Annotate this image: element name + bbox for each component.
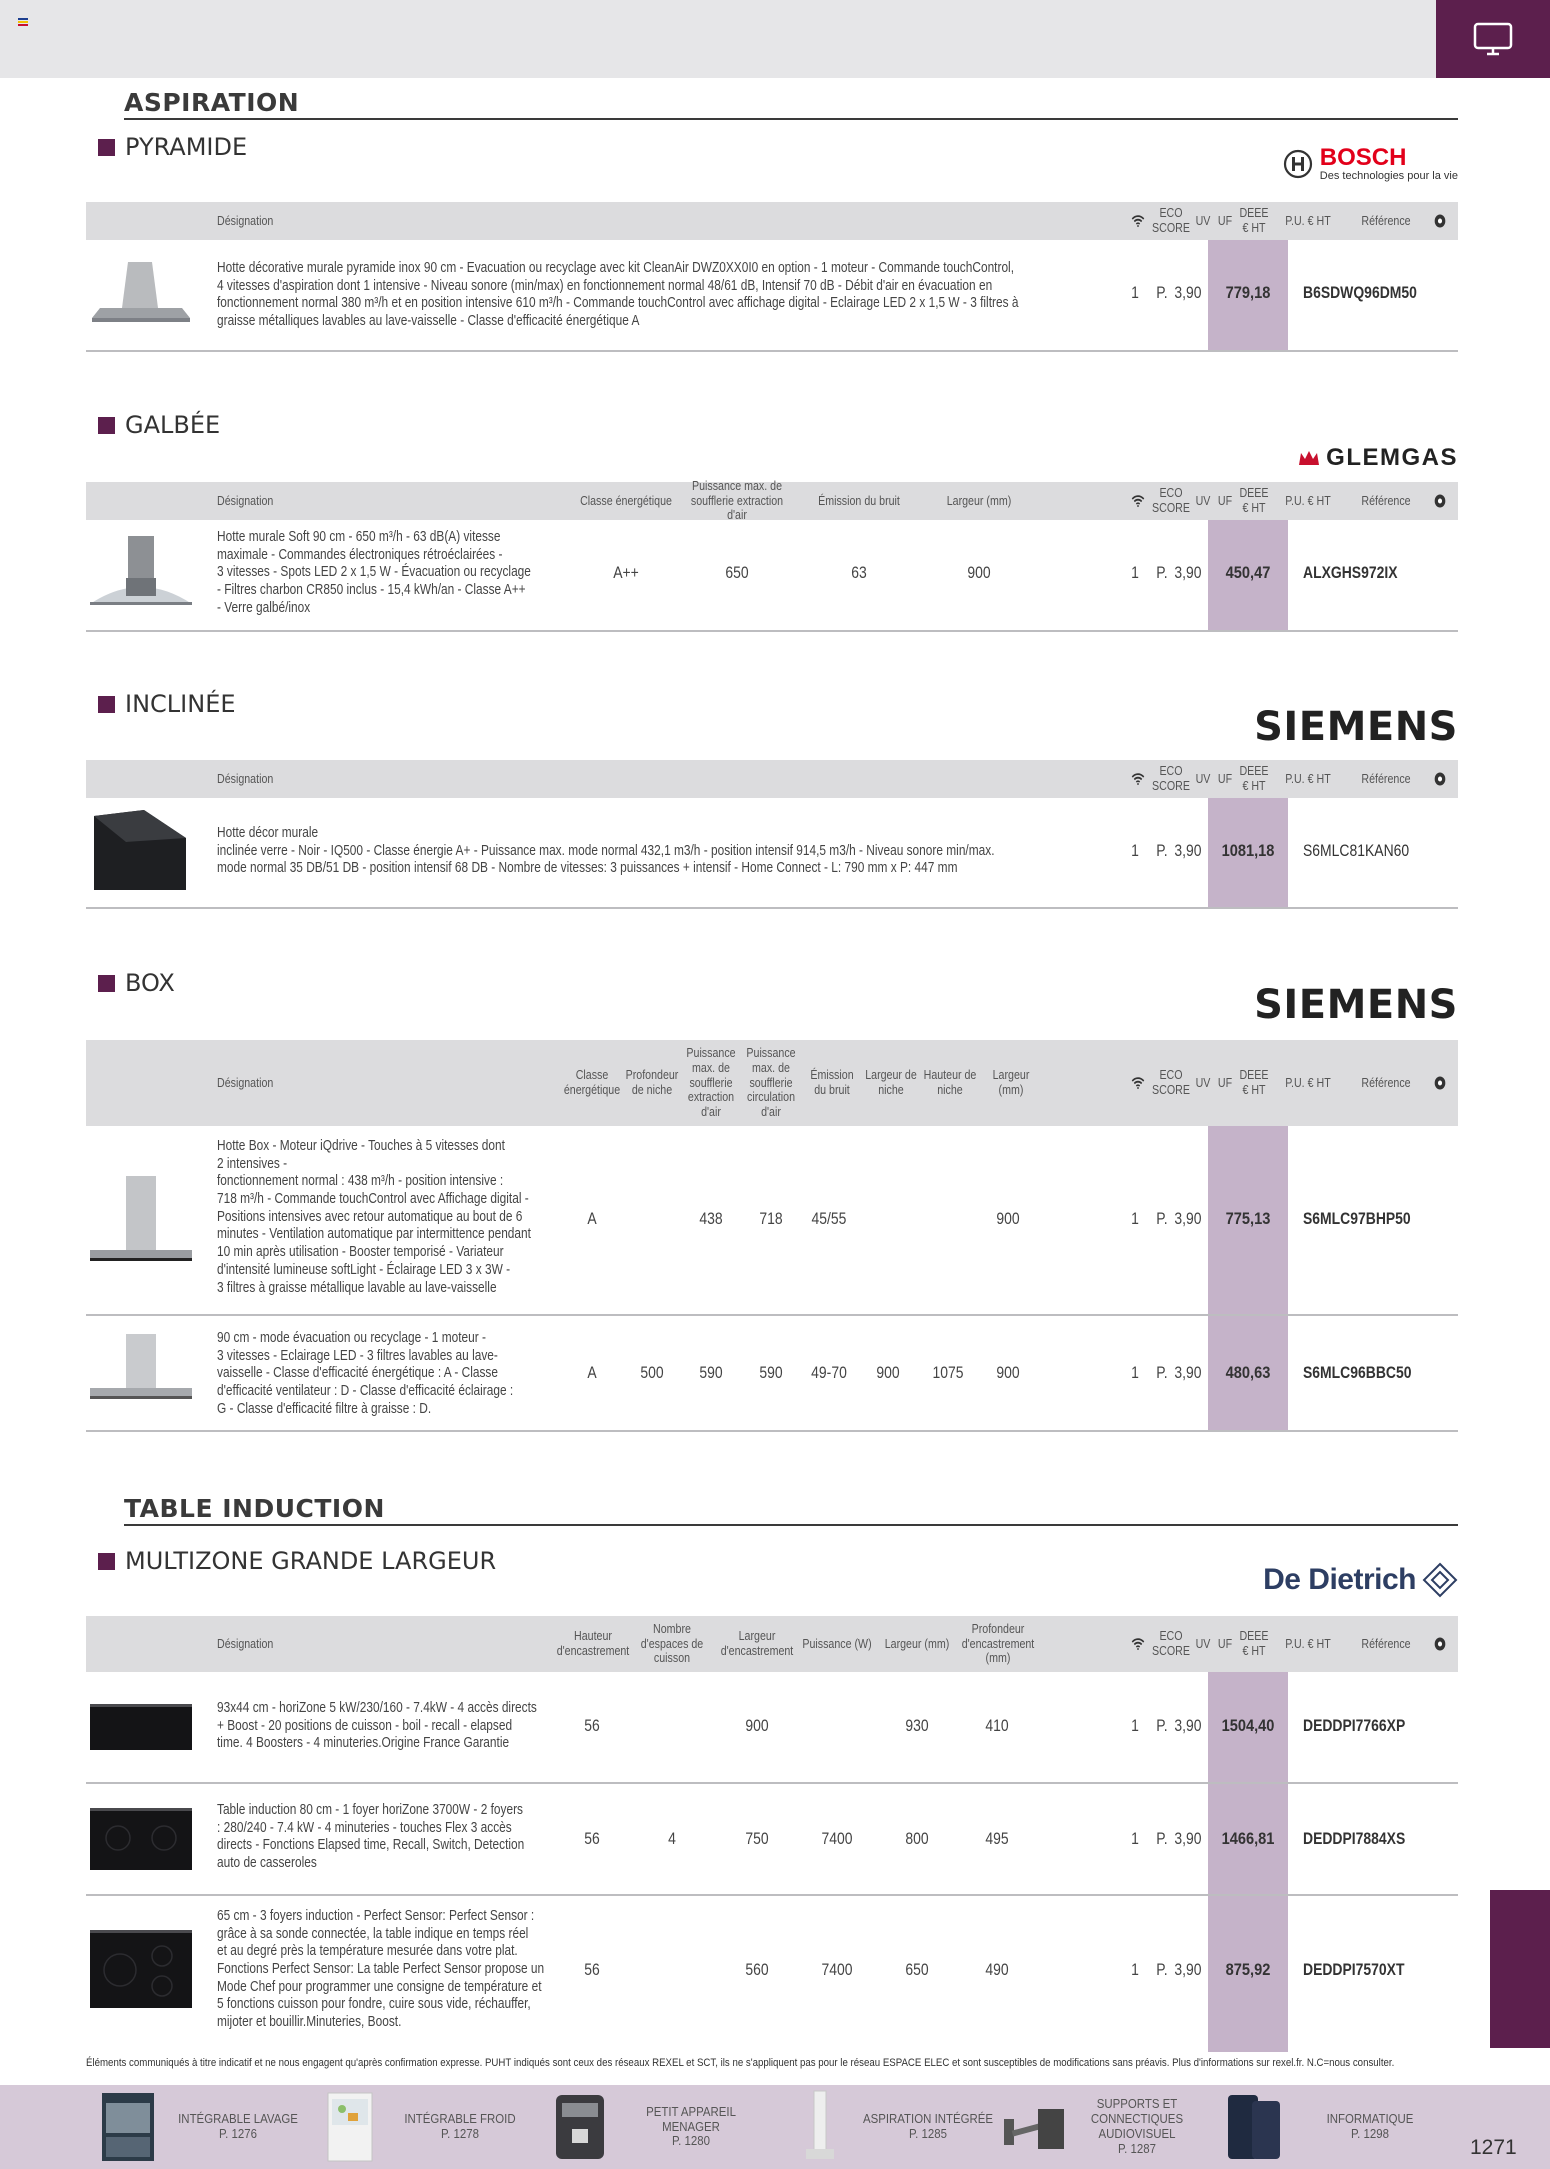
bosch-logo-icon	[1282, 148, 1314, 180]
product-description: 65 cm - 3 foyers induction - Perfect Sensor: Perfect Sensor : grâce à sa sonde connectée, la table indique en temps réel et au degré près la température mesurée dans votre plat. Fonctions Perfect Sensor: La table Perfect Sensor propose un Mode Chef pour programmer une consigne de température et 5 fonctions cuisson pour fondre, cuire sous vide, réchauffer, mijoter et bouillir.Minuteries, Boost.	[217, 1908, 545, 2031]
subsection-box	[98, 969, 175, 997]
subsection-title: PYRAMIDE	[125, 133, 248, 161]
header-pu: P.U. € HT	[1285, 212, 1331, 228]
cell-deee: 3,90	[1174, 563, 1202, 582]
laptop-phone-icon	[1222, 2089, 1286, 2165]
wifi-icon	[1128, 1040, 1148, 1126]
cell-emission: 45/55	[811, 1209, 847, 1228]
subsection-title: INCLINÉE	[125, 690, 236, 718]
cell-puissance-ext: 590	[699, 1363, 723, 1382]
cell-puissance: 7400	[821, 1960, 853, 1979]
fridge-icon	[318, 2089, 382, 2165]
side-tab[interactable]	[1490, 1890, 1550, 2048]
wall-mount-icon	[998, 2089, 1074, 2165]
product-thumbnail	[86, 1700, 196, 1756]
header-uf: UF	[1217, 1074, 1233, 1090]
cell-reference[interactable]: DEDDPI7570XT	[1303, 1960, 1405, 1979]
table-row[interactable]	[86, 240, 1458, 352]
table-row[interactable]	[86, 1316, 1458, 1432]
header-puissance: Puissance (W)	[802, 1635, 872, 1651]
cell-uf: P.	[1156, 1829, 1168, 1848]
cell-reference[interactable]: B6SDWQ96DM50	[1303, 283, 1417, 302]
product-description: Hotte décorative murale pyramide inox 90 cm - Evacuation ou recyclage avec kit CleanAir DWZ0XX0I0 en option - 1 moteur - Commande touchControl, 4 vitesses d'aspiration dont 1 intensive - Niveau sonore (min/max) en fonctionnement normal 48/61 dB, Intensif 70 dB - Débit d'air en évacuation en fonctionnement normal 380 m³/h et en position intensive 610 m³/h - Commande touchControl avec affichage digital - Eclairage LED 2 x 1,5 W - 3 filtres à graisse métalliques lavables au lave-vaisselle - Classe d'efficacité énergétique A	[217, 260, 1019, 330]
product-description: Hotte murale Soft 90 cm - 650 m³/h - 63 dB(A) vitesse maximale - Commandes électroniques rétroéclairées - 3 vitesses - Spots LED 2 x 1,5 W - Évacuation ou recyclage - Filtres charbon CR850 inclus - 15,4 kWh/an - Classe A++ - Verre galbé/inox	[217, 529, 531, 616]
cell-hauteur-niche: 1075	[932, 1363, 964, 1382]
cell-uv: 1	[1131, 1829, 1139, 1848]
page-number: 1271	[1470, 2136, 1517, 2159]
cell-uf: P.	[1156, 1960, 1168, 1979]
header-designation: Désignation	[217, 1635, 274, 1651]
cell-price: 875,92	[1225, 1960, 1271, 1979]
flag-icon	[18, 18, 28, 26]
table-header	[86, 477, 1458, 523]
eco-icon	[1430, 1616, 1450, 1672]
header-classe: Classe énergétique	[563, 1067, 621, 1097]
cell-largeur: 800	[905, 1829, 929, 1848]
brand-name: SIEMENS	[1254, 704, 1458, 750]
cell-reference[interactable]: DEDDPI7884XS	[1303, 1829, 1406, 1848]
header-largeur: Largeur (mm)	[884, 1635, 950, 1651]
cell-classe: A++	[613, 563, 639, 582]
product-thumbnail	[86, 1804, 196, 1876]
brand-dedietrich	[1263, 1562, 1458, 1598]
cell-puissance-circ: 590	[759, 1363, 783, 1382]
cell-deee: 3,90	[1174, 1829, 1202, 1848]
eco-icon	[1430, 1040, 1450, 1126]
header-reference: Référence	[1361, 770, 1411, 786]
cell-reference[interactable]: S6MLC97BHP50	[1303, 1209, 1411, 1228]
dedietrich-logo-icon	[1422, 1562, 1458, 1598]
header-largeur-niche: Largeur de niche	[865, 1067, 917, 1097]
cell-uf: P.	[1156, 1716, 1168, 1735]
header-eco-score: ECO SCORE	[1152, 1067, 1190, 1097]
cell-reference[interactable]: S6MLC81KAN60	[1303, 841, 1410, 860]
subsection-title: MULTIZONE GRANDE LARGEUR	[125, 1547, 497, 1575]
subsection-title: BOX	[125, 969, 175, 997]
table-row[interactable]	[86, 520, 1458, 632]
header-designation: Désignation	[217, 1074, 274, 1090]
cell-deee: 3,90	[1174, 283, 1202, 302]
product-thumbnail	[86, 1926, 196, 2014]
cell-classe: A	[587, 1363, 597, 1382]
product-description: 90 cm - mode évacuation ou recyclage - 1 moteur - 3 vitesses - Eclairage LED - 3 filtres lavables au lave- vaisselle - Classe d'efficacité énergétique : A - Classe d'efficacité ventilateur : D - Classe d'efficacité éclairage : G - Classe d'efficacité filtre à graisse : D.	[217, 1330, 514, 1417]
header-pu: P.U. € HT	[1285, 492, 1331, 508]
brand-siemens	[1254, 982, 1458, 1028]
header-deee: DEEE € HT	[1239, 485, 1269, 515]
cell-reference[interactable]: ALXGHS972IX	[1303, 563, 1398, 582]
header-uf: UF	[1217, 212, 1233, 228]
product-thumbnail	[86, 260, 196, 332]
cell-reference[interactable]: DEDDPI7766XP	[1303, 1716, 1406, 1735]
header-profondeur: Profondeur d'encastrement (mm)	[961, 1620, 1035, 1666]
header-hauteur-niche: Hauteur de niche	[923, 1067, 977, 1097]
header-largeur: Largeur (mm)	[946, 492, 1012, 508]
cell-deee: 3,90	[1174, 1363, 1202, 1382]
subsection-galbee	[98, 411, 220, 439]
footer-link-aspiration-integree[interactable]: ASPIRATION INTÉGRÉE P. 1285	[788, 2085, 1018, 2169]
subsection-pyramide	[98, 133, 247, 161]
hood-icon	[788, 2089, 852, 2165]
cell-uv: 1	[1131, 1209, 1139, 1228]
header-deee: DEEE € HT	[1239, 763, 1269, 793]
cell-uf: P.	[1156, 563, 1168, 582]
cell-deee: 3,90	[1174, 841, 1202, 860]
product-description: Hotte Box - Moteur iQdrive - Touches à 5 vitesses dont 2 intensives - fonctionnement normal : 438 m³/h - position intensive : 718 m³/h - Commande touchControl avec Affichage digital - Positions intensives avec retour automatique au bout de 6 minutes - Ventilation automatique par intermittence pendant 10 min après utilisation - Booster temporisé - Variateur d'intensité lumineuse softLight - Éclairage LED 3 x 3W - 3 filtres à graisse métallique lavable au lave-vaisselle	[217, 1138, 531, 1296]
product-thumbnail	[86, 808, 196, 898]
table-header	[86, 760, 1458, 798]
brand-name: De Dietrich	[1263, 1563, 1416, 1596]
cell-price: 1504,40	[1221, 1716, 1275, 1735]
header-eco-score: ECO SCORE	[1152, 763, 1190, 793]
cell-price: 1466,81	[1221, 1829, 1275, 1848]
wifi-icon	[1128, 482, 1148, 520]
cell-nombre: 4	[668, 1829, 676, 1848]
header-largeur-enc: Largeur d'encastrement	[720, 1628, 794, 1658]
cell-price: 450,47	[1225, 563, 1271, 582]
brand-glemgas	[1298, 444, 1458, 472]
bullet-square	[98, 1553, 115, 1570]
header-reference: Référence	[1361, 1635, 1411, 1651]
cell-largeur-niche: 900	[876, 1363, 900, 1382]
cell-price: 480,63	[1225, 1363, 1271, 1382]
cell-profondeur: 500	[640, 1363, 664, 1382]
header-uv: UV	[1195, 492, 1211, 508]
product-description: Hotte décor murale inclinée verre - Noir - IQ500 - Classe énergie A+ - Puissance max. mode normal 432,1 m3/h - position intensif 914,5 m3/h - Niveau sonore min/max. mode normal 35 DB/51 DB - position intensif 68 DB - Nombre de vitesses: 3 puissances + intensif - Home Connect - L: 790 mm x P: 447 mm	[217, 825, 995, 877]
footer-link-informatique[interactable]: INFORMATIQUE P. 1298	[1222, 2085, 1462, 2169]
coffee-machine-icon	[548, 2089, 612, 2165]
subsection-multizone	[98, 1547, 496, 1575]
footer-link-integrable-froid[interactable]: INTÉGRABLE FROID P. 1278	[318, 2085, 548, 2169]
subsection-title: GALBÉE	[125, 411, 221, 439]
cell-profondeur: 495	[985, 1829, 1009, 1848]
cell-uf: P.	[1156, 1209, 1168, 1228]
header-emission: Émission du bruit	[810, 1067, 854, 1097]
bullet-square	[98, 975, 115, 992]
wifi-icon	[1128, 202, 1148, 240]
cell-largeur: 930	[905, 1716, 929, 1735]
cell-deee: 3,90	[1174, 1716, 1202, 1735]
header-uv: UV	[1195, 770, 1211, 786]
cell-uv: 1	[1131, 1716, 1139, 1735]
footer-link-supports-connectiques[interactable]: SUPPORTS ET CONNECTIQUES AUDIOVISUEL P. 1287	[998, 2085, 1228, 2169]
subsection-inclinee	[98, 690, 236, 718]
header-emission: Émission du bruit	[818, 492, 900, 508]
bullet-square	[98, 139, 115, 156]
divider	[124, 118, 1458, 120]
brand-name: SIEMENS	[1254, 982, 1458, 1028]
cell-hauteur: 56	[584, 1829, 600, 1848]
brand-bosch	[1282, 146, 1458, 182]
eco-icon	[1430, 202, 1450, 240]
crown-icon	[1298, 449, 1320, 467]
header-classe: Classe énergétique	[580, 492, 672, 508]
header-puissance-ext: Puissance max. de soufflerie extraction d'air	[686, 1044, 736, 1120]
wifi-icon	[1128, 1616, 1148, 1672]
table-header	[86, 1616, 1458, 1672]
cell-uf: P.	[1156, 841, 1168, 860]
cell-largeur: 900	[967, 563, 991, 582]
cell-uv: 1	[1131, 841, 1139, 860]
cell-hauteur: 56	[584, 1716, 600, 1735]
cell-largeur-enc: 560	[745, 1960, 769, 1979]
cell-price: 779,18	[1225, 283, 1271, 302]
cell-price: 1081,18	[1221, 841, 1275, 860]
brand-name: GLEMGAS	[1326, 444, 1458, 471]
header-deee: DEEE € HT	[1239, 205, 1269, 235]
footer-link-integrable-lavage[interactable]: INTÉGRABLE LAVAGE P. 1276	[96, 2085, 326, 2169]
footer-navigation	[0, 2085, 1550, 2169]
cell-uv: 1	[1131, 283, 1139, 302]
cell-emission: 49-70	[811, 1363, 847, 1382]
header-pu: P.U. € HT	[1285, 770, 1331, 786]
header-uv: UV	[1195, 1074, 1211, 1090]
cell-puissance-ext: 438	[699, 1209, 723, 1228]
header-eco-score: ECO SCORE	[1152, 485, 1190, 515]
cell-largeur: 900	[996, 1209, 1020, 1228]
cell-reference[interactable]: S6MLC96BBC50	[1303, 1363, 1412, 1382]
product-description: 93x44 cm - horiZone 5 kW/230/160 - 7.4kW - 4 accès directs + Boost - 20 positions de cuisson - boil - recall - elapsed time. 4 Boosters - 4 minuteries.Origine France Garantie	[217, 1700, 537, 1752]
cell-largeur: 900	[996, 1363, 1020, 1382]
table-row[interactable]	[86, 1896, 1458, 2052]
header-pu: P.U. € HT	[1285, 1635, 1331, 1651]
header-uv: UV	[1195, 212, 1211, 228]
cell-puissance: 650	[725, 563, 749, 582]
cell-deee: 3,90	[1174, 1209, 1202, 1228]
header-largeur: Largeur (mm)	[992, 1067, 1030, 1097]
product-thumbnail	[86, 1174, 196, 1270]
cell-largeur-enc: 900	[745, 1716, 769, 1735]
header-uf: UF	[1217, 492, 1233, 508]
bullet-square	[98, 696, 115, 713]
cell-uv: 1	[1131, 1960, 1139, 1979]
header-profondeur: Profondeur de niche	[625, 1067, 679, 1097]
table-row[interactable]	[86, 798, 1458, 909]
eco-icon	[1430, 760, 1450, 798]
bullet-square	[98, 417, 115, 434]
cell-puissance: 7400	[821, 1829, 853, 1848]
cell-uf: P.	[1156, 283, 1168, 302]
header-reference: Référence	[1361, 212, 1411, 228]
header-puissance-circ: Puissance max. de soufflerie circulation d'air	[746, 1044, 796, 1120]
table-header	[86, 202, 1458, 240]
header-nombre: Nombre d'espaces de cuisson	[640, 1620, 704, 1666]
header-eco-score: ECO SCORE	[1152, 205, 1190, 235]
header-uf: UF	[1217, 1635, 1233, 1651]
table-header	[86, 1040, 1458, 1126]
cell-hauteur: 56	[584, 1960, 600, 1979]
header-reference: Référence	[1361, 1074, 1411, 1090]
header-uv: UV	[1195, 1635, 1211, 1651]
header-deee: DEEE € HT	[1239, 1067, 1269, 1097]
table-row[interactable]	[86, 1672, 1458, 1784]
header-uf: UF	[1217, 770, 1233, 786]
cell-emission: 63	[851, 563, 867, 582]
header-designation: Désignation	[217, 770, 274, 786]
footer-link-petit-appareil[interactable]: PETIT APPAREIL MENAGER P. 1280	[548, 2085, 778, 2169]
header-reference: Référence	[1361, 492, 1411, 508]
header-designation: Désignation	[217, 492, 274, 508]
cell-classe: A	[587, 1209, 597, 1228]
section-title-aspiration: ASPIRATION	[124, 88, 300, 117]
header-pu: P.U. € HT	[1285, 1074, 1331, 1090]
product-description: Table induction 80 cm - 1 foyer horiZone 3700W - 2 foyers : 280/240 - 7.4 kW - 4 minuteries - touches Flex 3 accès directs - Fonctions Elapsed time, Recall, Switch, Detection auto de casseroles	[217, 1802, 525, 1872]
eco-icon	[1430, 482, 1450, 520]
wifi-icon	[1128, 760, 1148, 798]
product-thumbnail	[86, 534, 196, 616]
cell-uv: 1	[1131, 563, 1139, 582]
brand-siemens	[1254, 704, 1458, 750]
catalog-page	[86, 0, 1458, 2169]
cell-puissance-circ: 718	[759, 1209, 783, 1228]
dishwasher-icon	[96, 2089, 160, 2165]
table-row[interactable]	[86, 1784, 1458, 1896]
cell-largeur-enc: 750	[745, 1829, 769, 1848]
brand-tagline: Des technologies pour la vie	[1319, 170, 1458, 182]
cell-profondeur: 410	[985, 1716, 1009, 1735]
cell-uv: 1	[1131, 1363, 1139, 1382]
disclaimer-text: Éléments communiqués à titre indicatif et ne nous engagent qu'après confirmation expresse. PUHT indiqués sont ceux des réseaux REXEL et SCT, ils ne s'appliquent pas pour le réseau ESPACE ELEC et sont susceptibles de modifications sans préavis. Plus d'informations sur rexel.fr. N.C=nous consulter.	[86, 2057, 1395, 2069]
brand-name: BOSCH	[1319, 144, 1407, 171]
header-deee: DEEE € HT	[1239, 1628, 1269, 1658]
cell-deee: 3,90	[1174, 1960, 1202, 1979]
cell-largeur: 650	[905, 1960, 929, 1979]
product-thumbnail	[86, 1332, 196, 1414]
table-row[interactable]	[86, 1126, 1458, 1316]
cell-uf: P.	[1156, 1363, 1168, 1382]
divider	[124, 1524, 1458, 1526]
header-hauteur: Hauteur d'encastrement	[556, 1628, 630, 1658]
cell-price: 775,13	[1225, 1209, 1271, 1228]
header-designation: Désignation	[217, 212, 274, 228]
cell-profondeur: 490	[985, 1960, 1009, 1979]
header-puissance: Puissance max. de soufflerie extraction d'air	[690, 477, 784, 523]
section-title-induction: TABLE INDUCTION	[124, 1494, 385, 1523]
header-eco-score: ECO SCORE	[1152, 1628, 1190, 1658]
